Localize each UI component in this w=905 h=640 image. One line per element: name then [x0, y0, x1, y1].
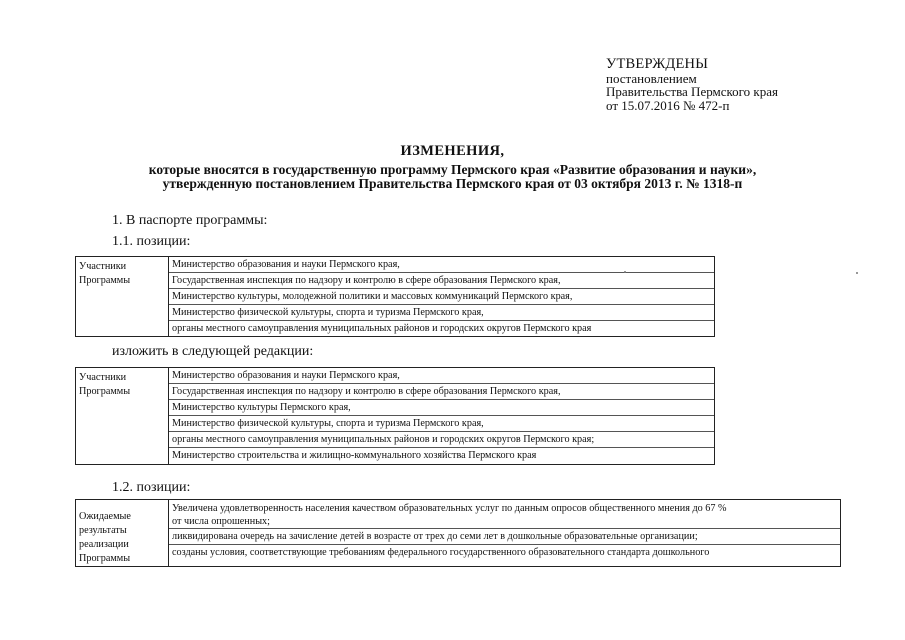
label-line: Участники	[79, 372, 127, 383]
scan-speck	[856, 272, 858, 274]
label-line: реализации	[79, 539, 129, 550]
table-line: от числа опрошенных;	[169, 515, 840, 529]
section-heading: 1. В паспорте программы:	[112, 213, 268, 228]
label-line: результаты	[79, 525, 127, 536]
document-title: ИЗМЕНЕНИЯ,	[400, 143, 505, 159]
label-line: Программы	[79, 386, 131, 397]
section-heading: 1.2. позиции:	[112, 480, 191, 495]
table-line: Министерство образования и науки Пермского края,	[169, 257, 714, 273]
table-participants-new	[75, 367, 715, 465]
table-content-cell	[169, 368, 715, 465]
label-line: Участники	[79, 261, 127, 272]
table-line: Министерство образования и науки Пермского края,	[169, 368, 714, 384]
table-line: органы местного самоуправления муниципальных районов и городских округов Пермского края	[172, 323, 592, 334]
table-label-cell	[76, 257, 169, 337]
approval-heading: УТВЕРЖДЕНЫ	[606, 56, 709, 72]
approval-stamp	[606, 58, 778, 112]
table-label-cell	[76, 368, 169, 465]
table-line: Министерство строительства и жилищно-коммунального хозяйства Пермского края	[172, 450, 537, 461]
table-label-cell	[76, 500, 169, 567]
approval-line: постановлением	[606, 70, 697, 86]
label-line: Ожидаемые	[79, 511, 131, 522]
table-line: Министерство культуры Пермского края,	[169, 400, 714, 416]
table-participants-old	[75, 256, 715, 337]
table-line: Министерство физической культуры, спорта и туризма Пермского края,	[169, 416, 714, 432]
approval-line: от 15.07.2016 № 472-п	[606, 97, 730, 113]
label-line: Программы	[79, 275, 131, 286]
document-subtitle	[0, 163, 905, 191]
table-line: Министерство физической культуры, спорта и туризма Пермского края,	[169, 305, 714, 321]
section-heading: изложить в следующей редакции:	[112, 344, 314, 359]
scan-speck	[624, 271, 626, 273]
table-content-cell	[169, 500, 841, 567]
table-line: Государственная инспекция по надзору и контролю в сфере образования Пермского края,	[169, 273, 714, 289]
table-line: Увеличена удовлетворенность населения качеством образовательных услуг по данным опросов общественного мнения до 67 %	[172, 503, 727, 514]
table-line: созданы условия, соответствующие требованиям федерального государственного образовательного стандарта дошкольного	[172, 547, 710, 558]
table-line: ликвидирована очередь на зачисление детей в возрасте от трех до семи лет в дошкольные образовательные организации;	[169, 529, 840, 545]
table-content-cell	[169, 257, 715, 337]
table-line: Государственная инспекция по надзору и контролю в сфере образования Пермского края,	[169, 384, 714, 400]
label-line: Программы	[79, 553, 131, 564]
section-heading: 1.1. позиции:	[112, 234, 191, 249]
table-line: Министерство культуры, молодежной политики и массовых коммуникаций Пермского края,	[169, 289, 714, 305]
approval-line: Правительства Пермского края	[606, 84, 778, 99]
table-expected-results	[75, 499, 841, 567]
subtitle-line: которые вносятся в государственную программу Пермского края «Развитие образования и науки»,	[148, 162, 757, 177]
table-line: органы местного самоуправления муниципальных районов и городских округов Пермского края;	[169, 432, 714, 448]
subtitle-line: утвержденную постановлением Правительства Пермского края от 03 октября 2013 г. № 1318-п	[162, 176, 743, 191]
